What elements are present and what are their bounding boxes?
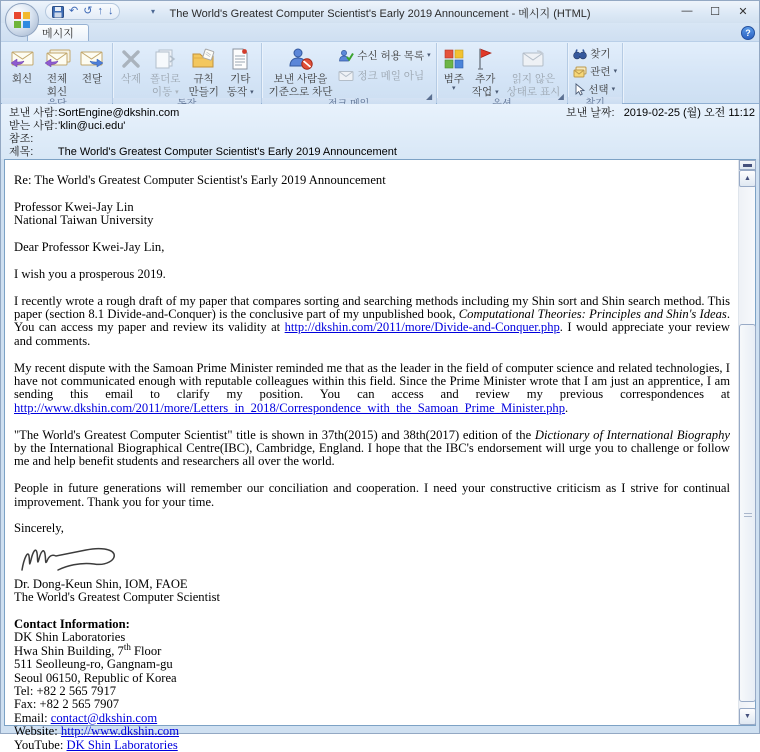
- mark-unread-button: 읽지 않은 상태로 표시: [503, 44, 565, 98]
- closing: Sincerely,: [14, 521, 64, 536]
- other-actions-icon: [230, 46, 250, 72]
- email-link[interactable]: contact@dkshin.com: [50, 710, 158, 725]
- ribbon-group-find: [568, 43, 623, 103]
- close-button[interactable]: ✕: [738, 5, 748, 18]
- cc-label: 참조:: [9, 133, 34, 145]
- reply-icon: [9, 46, 35, 72]
- paper-link[interactable]: http://dkshin.com/2011/more/Divide-and-Conquer.php: [284, 320, 560, 335]
- contact-website: Website: http://www.dkshin.com: [14, 724, 180, 739]
- scroll-up-icon[interactable]: ▲: [739, 170, 756, 187]
- vertical-scrollbar[interactable]: [738, 160, 755, 725]
- find-binoculars-icon: [573, 48, 587, 60]
- find-button[interactable]: 찾기: [571, 46, 619, 61]
- help-icon[interactable]: ?: [741, 26, 755, 40]
- quick-access-toolbar: [45, 3, 120, 20]
- dropdown-caret-icon: ▾: [495, 88, 499, 96]
- categorize-icon: [444, 46, 464, 72]
- paragraph-title-claim: "The World's Greatest Computer Scientist" title is shown in 37th(2015) and 38th(2017) edition of the Dictionary of International Biography by the International Biographical Centre(IBC), Cambridge, England. I hope that the IBC's endorsement will urge you to challenge or follow me and help benefit students and researchers all over the world.: [14, 427, 730, 469]
- forward-button[interactable]: 전달: [75, 44, 109, 98]
- minimize-button[interactable]: —: [681, 5, 693, 17]
- contact-city: Seoul 06150, Republic of Korea: [14, 670, 177, 685]
- ribbon-tab-row: [1, 23, 759, 41]
- contact-info-block: [14, 618, 730, 752]
- contact-heading: Contact Information:: [14, 617, 130, 632]
- next-item-icon[interactable]: ↓: [107, 5, 114, 17]
- youtube-link[interactable]: DK Shin Laboratories: [66, 737, 178, 752]
- sent-date: [566, 107, 755, 120]
- scrollbar-grip: [744, 513, 752, 519]
- related-icon: [573, 66, 587, 78]
- junk-dialog-launcher-icon[interactable]: ◢: [426, 92, 433, 101]
- safe-lists-icon: [338, 49, 354, 63]
- related-button[interactable]: 관련 ▾: [571, 64, 619, 79]
- qat-customize-caret-icon[interactable]: ▾: [151, 7, 156, 16]
- email-content: [5, 160, 737, 752]
- subject-value: The World's Greatest Computer Scientist's Early 2019 Announcement: [57, 146, 397, 158]
- reply-all-icon: [43, 46, 71, 72]
- delete-button: 삭제: [116, 44, 146, 98]
- maximize-button[interactable]: ☐: [710, 5, 720, 18]
- contact-youtube: YouTube: DK Shin Laboratories: [14, 737, 178, 752]
- contact-email: Email: contact@dkshin.com: [14, 710, 158, 725]
- paragraph-wish: I wish you a prosperous 2019.: [14, 266, 166, 281]
- dictionary-title-italic: Dictionary of International Biography: [534, 427, 730, 442]
- dropdown-caret-icon: ▾: [175, 88, 179, 96]
- salutation: Dear Professor Kwei-Jay Lin,: [14, 240, 165, 254]
- header-subject-row: [9, 146, 751, 159]
- ribbon-group-respond: [2, 43, 113, 103]
- follow-up-button[interactable]: 추가 작업 ▾: [468, 44, 503, 98]
- handwritten-signature: [16, 538, 128, 578]
- contact-fax: Fax: +82 2 565 7907: [14, 697, 120, 712]
- paragraph-dispute: My recent dispute with the Samoan Prime Minister reminded me that as the leader in the field of computer science and related technologies, I have not communicated enough with reputable colleagues within this field. Since the Prime Minister wrote that I am just an apprentice, I am sending this email to clarify my position. You can access and review my previous correspondences at http://www.dkshin.com/2011/more/Letters_in_2018/Correspondence_with_the_Samoan_Prime_Minister.php.: [14, 360, 730, 415]
- scrollbar-split-button[interactable]: [739, 160, 756, 170]
- signature-block: [14, 578, 730, 605]
- window-title: The World's Greatest Computer Scientist's Early 2019 Announcement - 메시지 (HTML): [169, 8, 591, 20]
- tab-message[interactable]: 메시지: [27, 24, 89, 41]
- to-value: 'klin@uci.edu': [58, 120, 126, 132]
- options-dialog-launcher-icon[interactable]: ◢: [557, 92, 564, 101]
- ribbon: [1, 41, 759, 104]
- contact-building: Hwa Shin Building, 7th Floor: [14, 641, 162, 658]
- contact-org: DK Shin Laboratories: [14, 630, 126, 645]
- ribbon-group-options: [437, 43, 569, 103]
- correspondence-link[interactable]: http://www.dkshin.com/2011/more/Letters_in_2018/Correspondence_with_the_Samoan_Prime_Minister.php: [14, 400, 566, 415]
- office-button[interactable]: [5, 3, 39, 37]
- move-folder-icon: [153, 46, 177, 72]
- select-button[interactable]: 선택 ▾: [571, 82, 619, 97]
- message-header-pane: [1, 104, 759, 159]
- recipient-address-block: Professor Kwei-Jay Lin National Taiwan University: [14, 199, 154, 228]
- from-value: SortEngine@dkshin.com: [58, 107, 180, 119]
- dropdown-caret-icon: ▾: [427, 51, 431, 59]
- create-rule-icon: [191, 46, 217, 72]
- save-icon[interactable]: [52, 6, 64, 18]
- header-from-row: [9, 107, 756, 120]
- website-link[interactable]: http://www.dkshin.com: [60, 724, 180, 739]
- categorize-button[interactable]: 범주 ▾: [440, 44, 468, 98]
- contact-street: 511 Seolleung-ro, Gangnam-gu: [14, 657, 173, 672]
- header-to-row: [9, 120, 751, 133]
- not-junk-icon: [338, 70, 354, 82]
- dropdown-caret-icon: ▾: [613, 67, 618, 75]
- block-sender-icon: [288, 46, 314, 72]
- undo-icon[interactable]: ↶: [69, 5, 79, 17]
- sent-date-label: 보낸 날짜:: [566, 107, 615, 119]
- not-junk-button: 정크 메일 아님: [336, 68, 432, 83]
- move-to-folder-button: 폴더로 이동 ▾: [146, 44, 184, 98]
- follow-up-flag-icon: [475, 46, 495, 72]
- forward-icon: [79, 46, 105, 72]
- subject-label: 제목:: [9, 146, 34, 158]
- ribbon-group-actions: [113, 43, 262, 103]
- to-label: 받는 사람:: [9, 120, 58, 132]
- paragraph-closing-remarks: People in future generations will remember our conciliation and cooperation. I need your constructive criticism as I strive for continual improvement. Thank you for your time.: [14, 481, 730, 509]
- mark-unread-icon: [521, 46, 545, 72]
- redo-icon[interactable]: ↺: [83, 5, 93, 17]
- scrollbar-thumb[interactable]: [739, 324, 756, 702]
- office-logo-icon: [14, 12, 30, 28]
- book-title-italic: Computational Theories: Principles and Shin's Ideas: [458, 307, 727, 321]
- from-label: 보낸 사람:: [9, 107, 58, 119]
- header-cc-row: [9, 133, 751, 146]
- select-cursor-icon: [573, 83, 585, 96]
- dropdown-caret-icon: ▾: [611, 85, 616, 93]
- create-rule-button[interactable]: 규칙 만들기: [184, 44, 222, 98]
- re-subject-line: Re: The World's Greatest Computer Scientist's Early 2019 Announcement: [14, 173, 386, 187]
- reply-all-button[interactable]: 전체 회신: [39, 44, 75, 98]
- window-controls: [673, 1, 757, 23]
- signer-name: Dr. Dong-Keun Shin, IOM, FAOE: [14, 576, 188, 591]
- block-sender-button[interactable]: 보낸 사람을 기준으로 차단: [265, 44, 337, 98]
- ribbon-group-junk: [262, 43, 437, 103]
- paragraph-paper: I recently wrote a rough draft of my paper that compares sorting and searching methods including my Shin sort and Shin search method. This paper (section 8.1 Divide-and-Conquer) is the conclusive part of my unpublished book, Computational Theories: Principles and Shin's Ideas. You can access my paper and review its validity at http://dkshin.com/2011/more/Divide-and-Conquer.php. I would appreciate your review and comments.: [14, 293, 730, 348]
- other-actions-button[interactable]: 기타 동작 ▾: [223, 44, 258, 98]
- scroll-down-icon[interactable]: ▼: [739, 708, 756, 725]
- previous-item-icon[interactable]: ↑: [97, 5, 103, 17]
- safe-lists-button[interactable]: 수신 허용 목록 ▾: [336, 48, 432, 63]
- dropdown-caret-icon: ▾: [452, 84, 456, 92]
- message-body-box: [4, 159, 756, 752]
- reply-button[interactable]: 회신: [5, 44, 39, 98]
- dropdown-caret-icon: ▾: [250, 88, 254, 96]
- signer-title: The World's Greatest Computer Scientist: [14, 590, 220, 605]
- delete-icon: [120, 46, 142, 72]
- contact-tel: Tel: +82 2 565 7917: [14, 684, 117, 699]
- sent-date-value: 2019-02-25 (월) 오전 11:12: [623, 107, 756, 119]
